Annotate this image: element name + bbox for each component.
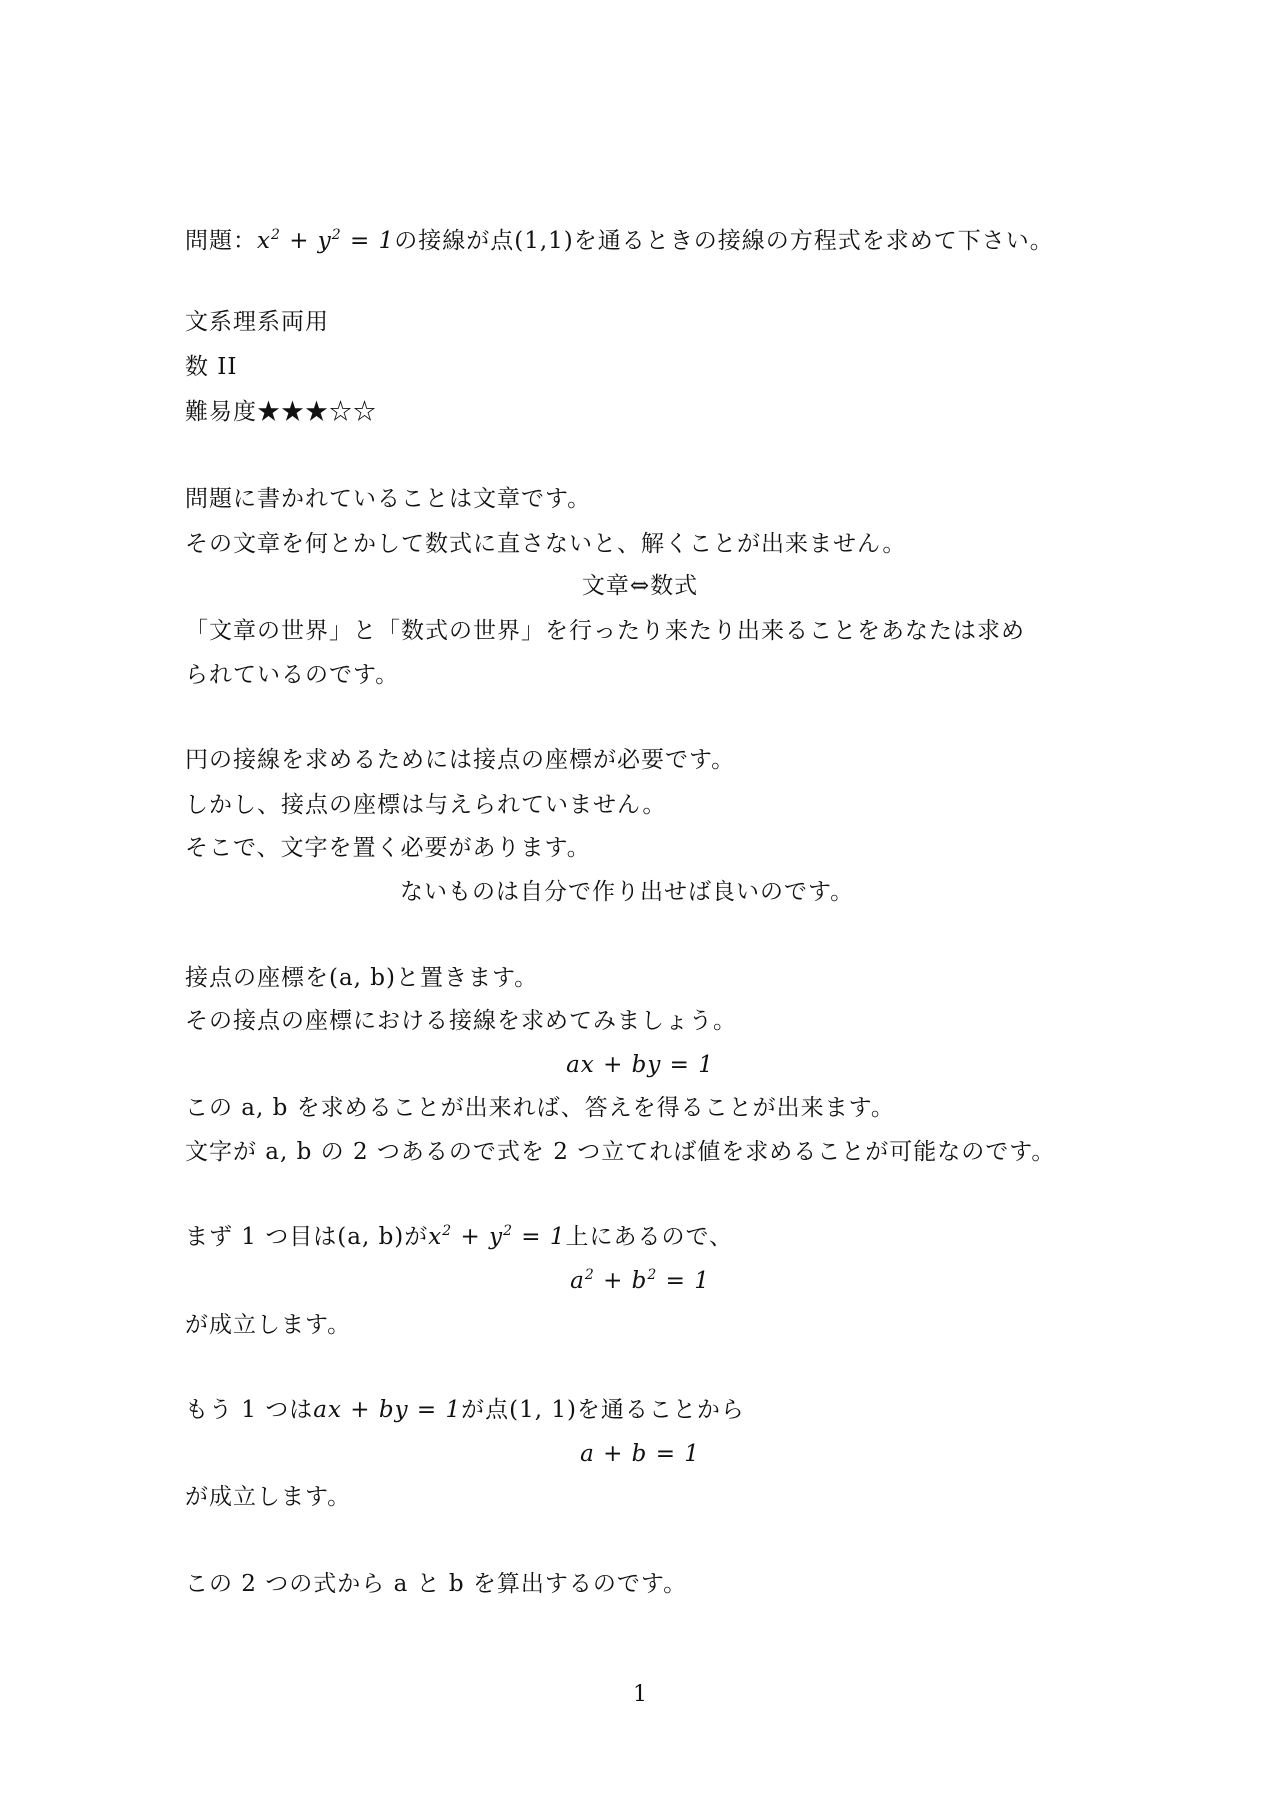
para3-line1: 接点の座標を(a, b)と置きます。 bbox=[185, 965, 539, 991]
para5-line2: が成立します。 bbox=[185, 1484, 352, 1510]
problem-prefix: 問題： bbox=[185, 228, 257, 254]
circle-equation: $x^2 + y^2 = 1$ bbox=[257, 227, 395, 254]
difficulty-rating bbox=[185, 397, 377, 427]
circle-equation-inline: $x^2 + y^2 = 1$ bbox=[428, 1223, 566, 1250]
para4-suffix: 上にあるので、 bbox=[565, 1224, 734, 1250]
para1-line1: 問題に書かれていることは文章です。 bbox=[185, 486, 592, 512]
para5-line1 bbox=[185, 1395, 745, 1425]
para2-line3: そこで、文字を置く必要があります。 bbox=[185, 835, 591, 861]
para3-line2: その接点の座標における接線を求めてみましょう。 bbox=[185, 1008, 737, 1034]
para1-line4: られているのです。 bbox=[185, 662, 400, 688]
tangent-equation-inline: ax + by = 1 bbox=[313, 1397, 462, 1423]
tangent-equation: ax + by = 1 bbox=[566, 1052, 714, 1078]
para1-center: 文章⇔数式 bbox=[581, 573, 699, 599]
para3-line3: この a, b を求めることが出来れば、答えを得ることが出来ます。 bbox=[185, 1095, 895, 1121]
point-on-circle-equation: $a^2 + b^2 = 1$ bbox=[570, 1267, 710, 1294]
para5-prefix: もう 1 つは bbox=[185, 1397, 314, 1423]
para5-suffix: が点(1, 1)を通ることから bbox=[461, 1397, 745, 1423]
para2-line4: ないものは自分で作り出せば良いのです。 bbox=[400, 879, 855, 905]
para4-prefix: まず 1 つ目は(a, b)が bbox=[185, 1224, 429, 1250]
para1-line3: 「文章の世界」と「数式の世界」を行ったり来たり出来ることをあなたは求め bbox=[185, 618, 1025, 644]
difficulty-stars: ★★★☆☆ bbox=[257, 399, 377, 425]
para2-line1: 円の接線を求めるためには接点の座標が必要です。 bbox=[185, 747, 736, 773]
para3-line4: 文字が a, b の 2 つあるので式を 2 つ立てれば値を求めることが可能なのです。 bbox=[185, 1139, 1056, 1165]
para2-line2: しかし、接点の座標は与えられていません。 bbox=[185, 792, 667, 818]
category-label: 文系理系両用 bbox=[185, 309, 329, 335]
para4-line1 bbox=[185, 1222, 733, 1252]
page-number: 1 bbox=[633, 1682, 647, 1707]
para4-line2: が成立します。 bbox=[185, 1312, 352, 1338]
para6-line1: この 2 つの式から a と b を算出するのです。 bbox=[185, 1571, 688, 1597]
difficulty-label: 難易度 bbox=[185, 399, 257, 425]
para1-line2: その文章を何とかして数式に直さないと、解くことが出来ません。 bbox=[185, 531, 907, 557]
sum-equation: a + b = 1 bbox=[580, 1441, 700, 1467]
problem-suffix: の接線が点(1,1)を通るときの接線の方程式を求めて下さい。 bbox=[394, 228, 1054, 254]
subject-label: 数 II bbox=[185, 354, 238, 380]
problem-statement bbox=[185, 226, 1054, 256]
